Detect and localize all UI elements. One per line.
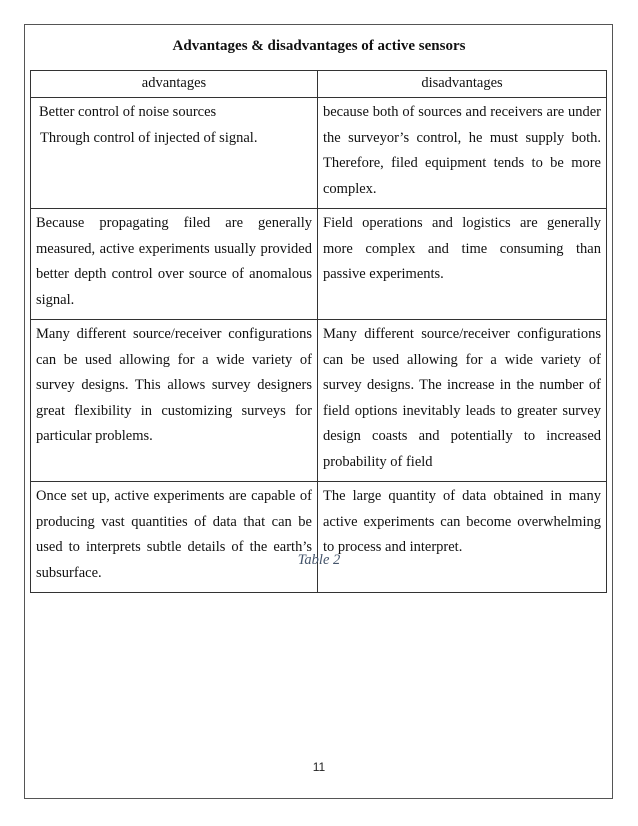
table-caption: Table 2 [297, 552, 341, 568]
advantage-cell: Many different source/receiver configurations can be used allowing for a wide variety of survey designs. This allows survey designers great flexibility in customizing surveys for particular problems. [31, 320, 318, 482]
table-row [31, 482, 607, 593]
table-header-row [31, 71, 607, 98]
advantage-line: Through control of injected of signal. [40, 129, 258, 146]
table-title: Advantages & disadvantages of active sensors [172, 38, 466, 54]
page-number: 11 [312, 760, 326, 774]
advantage-cell: Once set up, active experiments are capable of producing vast quantities of data that can be used to interprets subtle details of the earth’s subsurface. [31, 482, 318, 593]
header-advantages: advantages [31, 71, 318, 98]
table-row [31, 320, 607, 482]
disadvantage-cell: Many different source/receiver configurations can be used allowing for a wide variety of survey designs. The increase in the number of field options inevitably leads to greater survey design coasts and potentially to increased probability of field [318, 320, 607, 482]
advantage-line: Better control of noise sources [39, 104, 217, 120]
disadvantage-cell: because both of sources and receivers are under the surveyor’s control, he must supply both. Therefore, filed equipment tends to be more complex. [318, 98, 607, 209]
advantage-cell [31, 98, 318, 209]
disadvantage-cell: Field operations and logistics are generally more complex and time consuming than passive experiments. [318, 209, 607, 320]
table-row [31, 209, 607, 320]
header-disadvantages: disadvantages [318, 71, 607, 98]
advantage-cell: Because propagating filed are generally measured, active experiments usually provided better depth control over source of anomalous signal. [31, 209, 318, 320]
advantages-table [30, 70, 607, 593]
table-row [31, 98, 607, 209]
disadvantage-cell: The large quantity of data obtained in many active experiments can become overwhelming to process and interpret. [318, 482, 607, 593]
